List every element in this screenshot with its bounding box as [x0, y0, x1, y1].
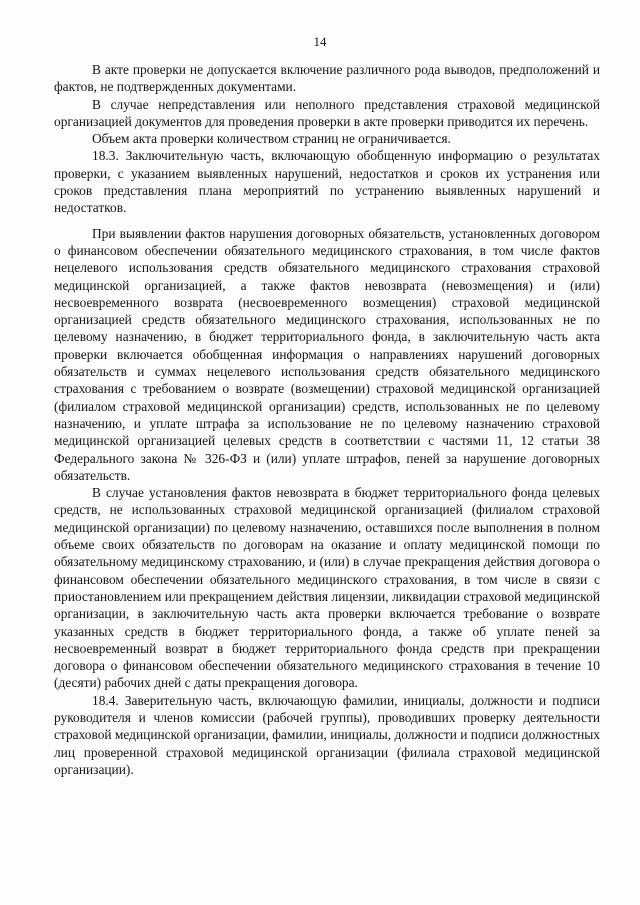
document-body — [54, 61, 600, 778]
page-number: 14 — [313, 34, 327, 49]
paragraph-contract-violations: При выявлении фактов нарушения договорных обязательств, установленных договором о финансовом обеспечении обязательного медицинского страхования, в том числе фактов нецелевого использования средств обязательного медицинского страхования страховой медицинской организацией, а также фактов невозврата (невозмещения) и (или) несвоевременного возврата (несвоевременного возмещения) страховой медицинской организацией средств обязательного медицинского страхования, использованных не по целевому назначению, в бюджет территориального фонда, в заключительную часть акта проверки включается обобщенная информация о направлениях нарушений договорных обязательств и суммах нецелевого использования средств обязательного медицинского страхования с требованием о возврате (возмещении) страховой медицинской организацией (филиалом страховой медицинской организации) средств, использованных не по целевому назначению, и уплате штрафа за использование не по целевому назначению страховой медицинской организацией целевых средств в соответствии с частями 11, 12 статьи 38 Федерального закона № 326-ФЗ и (или) уплате штрафов, пеней за нарушение договорных обязательств. — [54, 225, 600, 483]
paragraph-18-3: 18.3. Заключительную часть, включающую обобщенную информацию о результатах проверки, с указанием выявленных нарушений, недостатков и сроков их устранения или сроков представления плана мероприятий по устранению выявленных нарушений и недостатков. — [54, 148, 600, 216]
paragraph-non-return: В случае установления фактов невозврата в бюджет территориального фонда целевых средств, не использованных страховой медицинской организацией (филиалом страховой медицинской организации) по целевому назначению, оставшихся после выполнения в полном объеме своих обязательств по договорам на оказание и оплату медицинской помощи по обязательному медицинскому страхованию, и (или) в случае прекращения действия договора о финансовом обеспечении обязательного медицинского страхования, в том числе в связи с приостановлением или прекращением действия лицензии, ликвидации страховой медицинской организации, в заключительную часть акта проверки включается требование о возврате указанных средств в бюджет территориального фонда, а также об уплате пеней за несвоевременный возврат в бюджет территориального фонда средств при прекращении договора о финансовом обеспечении обязательного медицинского страхования в течение 10 (десяти) рабочих дней с даты прекращения договора. — [54, 485, 600, 691]
paragraph-page-count: Объем акта проверки количеством страниц не ограничивается. — [92, 131, 451, 147]
paragraph-act-exclusions: В акте проверки не допускается включение различного рода выводов, предположений и фактов, не подтвержденных документами. — [54, 62, 600, 95]
paragraph-missing-documents: В случае непредставления или неполного представления страховой медицинской организацией документов для проведения проверки в акте проверки приводится их перечень. — [54, 96, 600, 129]
paragraph-18-4: 18.4. Заверительную часть, включающую фамилии, инициалы, должности и подписи руководителя и членов комиссии (рабочей группы), проводивших проверку деятельности страховой медицинской организации, фамилии, инициалы, должности и подписи должностных лиц проверенной страховой медицинской организации (филиала страховой медицинской организации). — [54, 692, 600, 777]
